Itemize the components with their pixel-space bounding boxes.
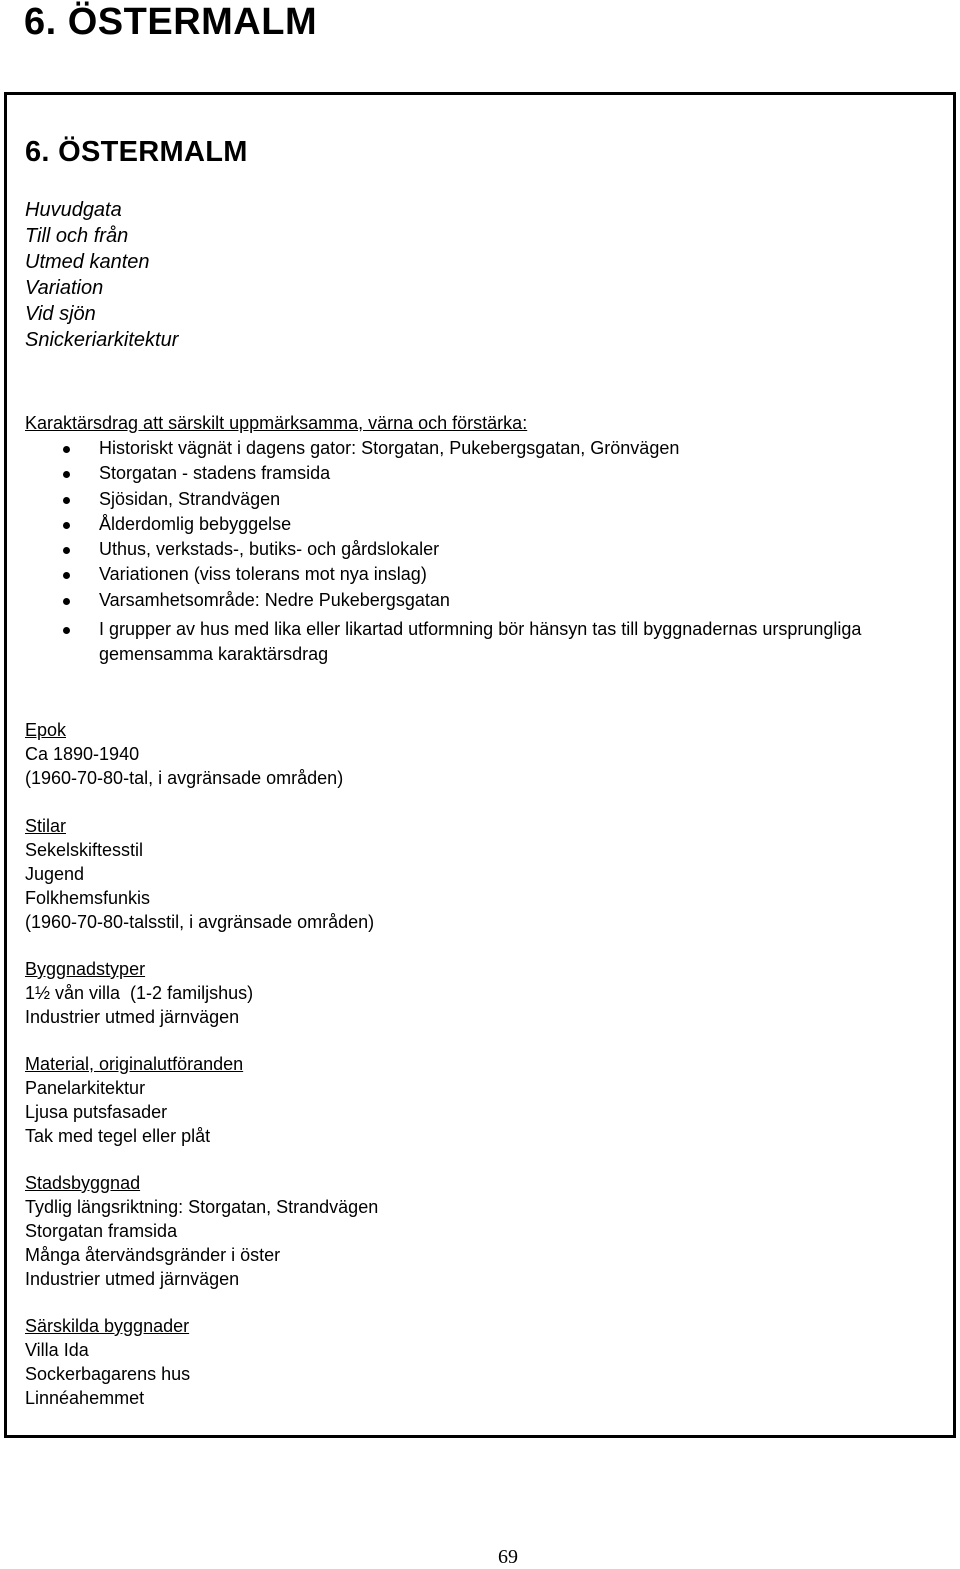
epok-line: (1960-70-80-tal, i avgränsade områden) <box>25 767 344 788</box>
material-heading: Material, originalutföranden <box>25 1054 244 1074</box>
list-item-text: Ålderdomlig bebyggelse <box>99 513 292 534</box>
stilar-line: Jugend <box>25 863 85 884</box>
list-item <box>25 512 945 537</box>
theme-item: Vid sjön <box>25 303 96 325</box>
bullet-icon <box>63 572 70 579</box>
page-number: 69 <box>498 1546 518 1568</box>
sarskilda-line: Sockerbagarens hus <box>25 1363 191 1384</box>
byggnadstyper-section <box>25 958 253 1030</box>
content-frame <box>4 92 956 1438</box>
bullet-icon <box>63 446 70 453</box>
stilar-section <box>25 815 374 935</box>
byggnadstyper-line: 1½ vån villa (1-2 familjshus) <box>25 982 254 1003</box>
epok-section <box>25 719 343 791</box>
list-item <box>25 436 945 461</box>
bullet-icon <box>63 598 70 605</box>
theme-list <box>25 197 178 353</box>
box-title: 6. ÖSTERMALM <box>25 136 248 168</box>
theme-item: Huvudgata <box>25 199 122 221</box>
stadsbyggnad-line: Industrier utmed järnvägen <box>25 1268 240 1289</box>
stilar-heading: Stilar <box>25 816 67 836</box>
stadsbyggnad-line: Tydlig längsriktning: Storgatan, Strandvägen <box>25 1196 379 1217</box>
theme-item: Variation <box>25 277 104 299</box>
byggnadstyper-heading: Byggnadstyper <box>25 959 146 979</box>
theme-item: Snickeriarkitektur <box>25 329 179 351</box>
list-item-text: Sjösidan, Strandvägen <box>99 488 281 509</box>
list-item <box>25 487 945 512</box>
list-item <box>25 617 945 666</box>
epok-line: Ca 1890-1940 <box>25 743 140 764</box>
stilar-line: (1960-70-80-talsstil, i avgränsade områden) <box>25 911 375 932</box>
list-item <box>25 537 945 562</box>
byggnadstyper-line: Industrier utmed järnvägen <box>25 1006 240 1027</box>
list-item <box>25 562 945 587</box>
page-title: 6. ÖSTERMALM <box>24 1 318 43</box>
bullet-icon <box>63 471 70 478</box>
theme-item: Till och från <box>25 225 129 247</box>
bullet-icon <box>63 547 70 554</box>
material-line: Ljusa putsfasader <box>25 1101 168 1122</box>
characteristics-heading: Karaktärsdrag att särskilt uppmärksamma, värna och förstärka: <box>25 413 528 433</box>
bullet-icon <box>63 522 70 529</box>
epok-heading: Epok <box>25 720 67 740</box>
list-item <box>25 588 945 613</box>
stadsbyggnad-section <box>25 1172 378 1292</box>
sarskilda-heading: Särskilda byggnader <box>25 1316 190 1336</box>
stilar-line: Folkhemsfunkis <box>25 887 151 908</box>
sarskilda-section <box>25 1315 190 1411</box>
theme-item: Utmed kanten <box>25 251 150 273</box>
stadsbyggnad-line: Storgatan framsida <box>25 1220 178 1241</box>
material-line: Tak med tegel eller plåt <box>25 1125 211 1146</box>
sarskilda-line: Linnéahemmet <box>25 1387 145 1408</box>
list-item-text: Storgatan - stadens framsida <box>99 463 331 484</box>
sarskilda-line: Villa Ida <box>25 1339 89 1360</box>
stadsbyggnad-heading: Stadsbyggnad <box>25 1173 141 1193</box>
material-line: Panelarkitektur <box>25 1077 146 1098</box>
stadsbyggnad-line: Många återvändsgränder i öster <box>25 1244 281 1265</box>
stilar-line: Sekelskiftesstil <box>25 839 144 860</box>
list-item-text: Historiskt vägnät i dagens gator: Storgatan, Pukebergsgatan, Grönvägen <box>99 438 680 458</box>
list-item-text: Variationen (viss tolerans mot nya inslag) <box>99 564 427 585</box>
list-item <box>25 461 945 486</box>
material-section <box>25 1053 243 1149</box>
list-item-text: I grupper av hus med lika eller likartad utformning bör hänsyn tas till byggnadernas ursprungliga gemensamma karaktärsdrag <box>99 619 862 664</box>
bullet-icon <box>63 497 70 504</box>
list-item-text: Varsamhetsområde: Nedre Pukebergsgatan <box>99 589 450 610</box>
bullet-icon <box>63 627 70 634</box>
list-item-text: Uthus, verkstads-, butiks- och gårdslokaler <box>99 539 440 560</box>
characteristics-list <box>25 436 945 666</box>
